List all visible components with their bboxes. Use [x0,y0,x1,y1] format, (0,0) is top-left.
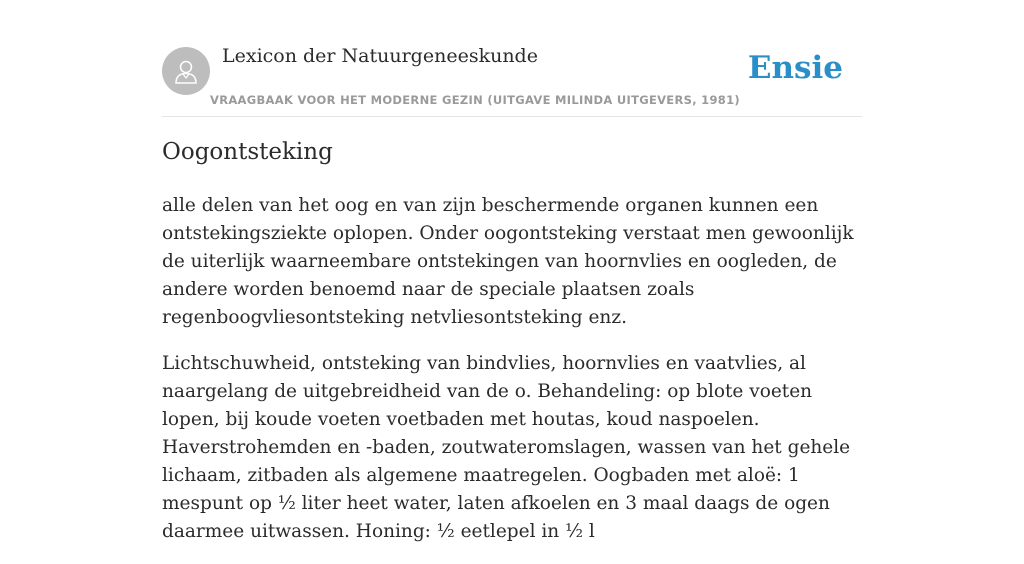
user-silhouette-icon [171,56,201,86]
entry-body [162,192,862,564]
entry-paragraph: Lichtschuwheid, ontsteking van bindvlies, hoornvlies en vaatvlies, al naargelang de uitgebreidheid van de o. Behandeling: op blote voeten lopen, bij koude voeten voetbaden met houtas, koud naspoelen. Haverstrohemden en -baden, zoutwateromslagen, wassen van het gehele lichaam, zitbaden als algemene maatregelen. Oogbaden met aloë: 1 mespunt op ½ liter heet water, laten afkoelen en 3 maal daags de ogen daarmee uitwassen. Honing: ½ eetlepel in ½ l [162,353,851,542]
lexicon-avatar[interactable] [162,47,210,95]
ensie-logo[interactable]: Ensie [747,50,843,86]
entry-paragraph: alle delen van het oog en van zijn beschermende organen kunnen een ontstekingsziekte oplopen. Onder oogontsteking verstaat men gewoonlijk de uiterlijk waarneembare ontstekingen van hoornvlies en oogleden, de andere worden benoemd naar de speciale plaatsen zoals regenboogvliesontsteking netvliesontsteking enz. [162,195,854,328]
entry-title: Oogontsteking [162,139,333,165]
lexicon-header [162,0,862,117]
lexicon-subtitle: VRAAGBAAK VOOR HET MODERNE GEZIN (UITGAVE MILINDA UITGEVERS, 1981) [210,93,740,107]
page [162,0,862,542]
lexicon-title[interactable]: Lexicon der Natuurgeneeskunde [222,45,538,67]
